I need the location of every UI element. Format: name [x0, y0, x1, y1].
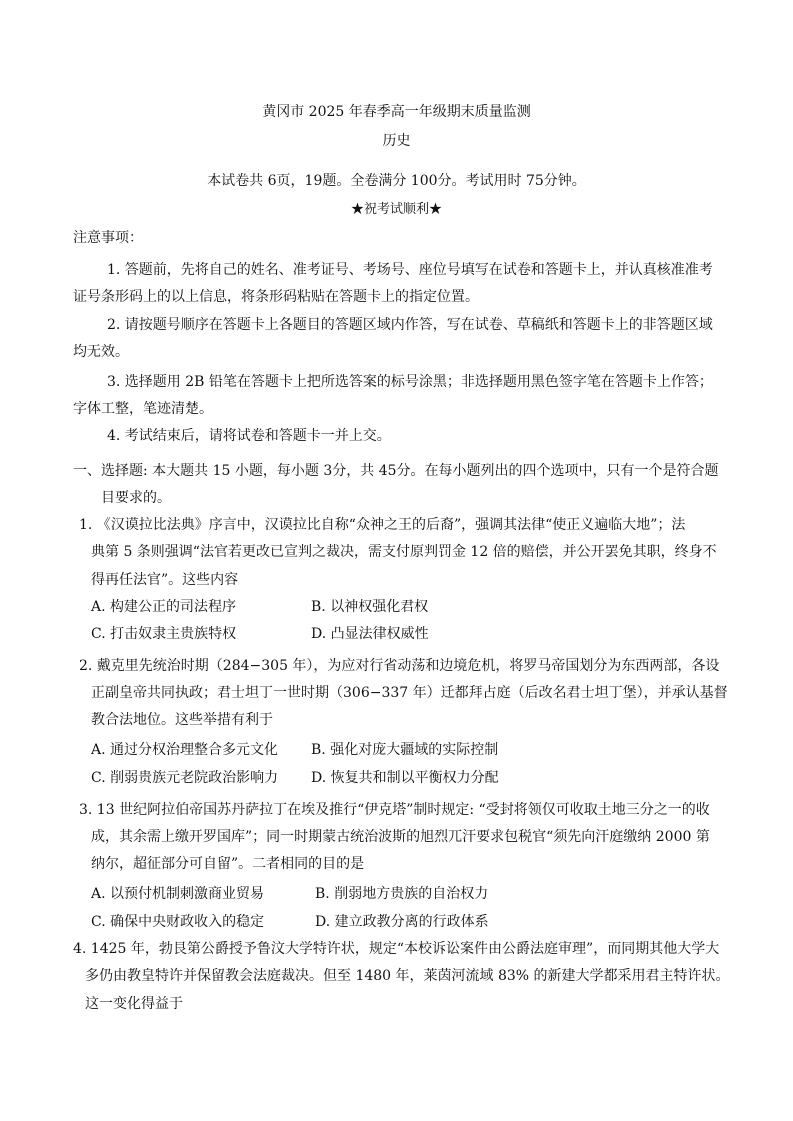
option-a[interactable]: A. 以预付机制刺激商业贸易 — [91, 886, 265, 902]
notice-line: 均无效。 — [73, 344, 129, 360]
exam-title: 黄冈市 2025 年春季高一年级期末质量监测 — [262, 104, 531, 120]
section-line: 目要求的。 — [101, 490, 171, 506]
question-line: 这一变化得益于 — [85, 996, 183, 1012]
option-b[interactable]: B. 削弱地方贵族的自治权力 — [315, 886, 489, 902]
exam-info: 本试卷共 6页，19题。全卷满分 100分。考试用时 75分钟。 — [207, 173, 586, 189]
subject-title: 历史 — [382, 133, 411, 149]
option-d[interactable]: D. 凸显法律权威性 — [311, 626, 429, 642]
question-line: 典第 5 条则强调“法官若更改已宣判之裁决，需支付原判罚金 12 倍的赔偿，并公开罢免其职，终身不 — [91, 544, 717, 560]
section-line: 一、选择题: 本大题共 15 小题，每小题 3分，共 45分。在每小题列出的四个选项中，只有一个是符合题 — [73, 463, 719, 479]
notice-line: 证号条形码上的以上信息，将条形码粘贴在答题卡上的指定位置。 — [73, 289, 479, 305]
question-line: 多仍由教皇特许并保留教会法庭裁决。但至 1480 年，莱茵河流域 83% 的新建大学都采用君主特许状。 — [85, 968, 730, 984]
notice-line: 3. 选择题用 2B 铅笔在答题卡上把所选答案的标号涂黑；非选择题用黑色签字笔在答题卡上作答； — [107, 374, 713, 390]
option-b[interactable]: B. 强化对庞大疆域的实际控制 — [311, 742, 499, 758]
notice-line: 4. 考试结束后，请将试卷和答题卡一并上交。 — [107, 428, 391, 444]
question-line: 4. 1425 年，勃艮第公爵授予鲁汶大学特许状，规定“本校诉讼案件由公爵法庭审理”，而同期其他大学大 — [73, 941, 720, 957]
option-b[interactable]: B. 以神权强化君权 — [311, 599, 429, 615]
option-c[interactable]: C. 削弱贵族元老院政治影响力 — [91, 770, 279, 786]
notice-line: 1. 答题前，先将自己的姓名、准考证号、考场号、座位号填写在试卷和答题卡上，并认真核准准考 — [107, 262, 713, 278]
notice-line: 2. 请按题号顺序在答题卡上各题目的答题区域内作答，写在试卷、草稿纸和答题卡上的非答题区域 — [107, 317, 713, 333]
question-line: 2. 戴克里先统治时期（284−305 年），为应对行省动荡和边境危机，将罗马帝国划分为东西两部，各设 — [79, 658, 720, 674]
notice-heading: 注意事项： — [73, 230, 143, 246]
question-line: 3. 13 世纪阿拉伯帝国苏丹萨拉丁在埃及推行“伊克塔”制时规定: “受封将领仅可收取土地三分之一的收 — [79, 802, 710, 818]
question-line: 得再任法官”。这些内容 — [91, 572, 239, 588]
option-a[interactable]: A. 构建公正的司法程序 — [91, 599, 237, 615]
notice-line: 字体工整，笔迹清楚。 — [73, 401, 213, 417]
question-line: 教合法地位。这些举措有利于 — [91, 712, 273, 728]
option-d[interactable]: D. 恢复共和制以平衡权力分配 — [311, 770, 499, 786]
question-line: 成，其余需上缴开罗国库”；同一时期蒙古统治波斯的旭烈兀汗要求包税官“须先向汗庭缴纳 2000 第 — [91, 829, 710, 845]
option-a[interactable]: A. 通过分权治理整合多元文化 — [91, 742, 279, 758]
option-c[interactable]: C. 打击奴隶主贵族特权 — [91, 626, 237, 642]
question-line: 纳尔，超征部分可自留”。二者相同的目的是 — [91, 856, 365, 872]
question-line: 正副皇帝共同执政；君士坦丁一世时期（306−337 年）迁都拜占庭（后改名君士坦丁堡），并承认基督 — [91, 685, 728, 701]
option-c[interactable]: C. 确保中央财政收入的稳定 — [91, 914, 265, 930]
wish-line: ★祝考试顺利★ — [350, 202, 442, 217]
option-d[interactable]: D. 建立政教分离的行政体系 — [315, 914, 489, 930]
question-line: 1. 《汉谟拉比法典》序言中，汉谟拉比自称“众神之王的后裔”，强调其法律“使正义遍临大地”；法 — [79, 517, 686, 533]
